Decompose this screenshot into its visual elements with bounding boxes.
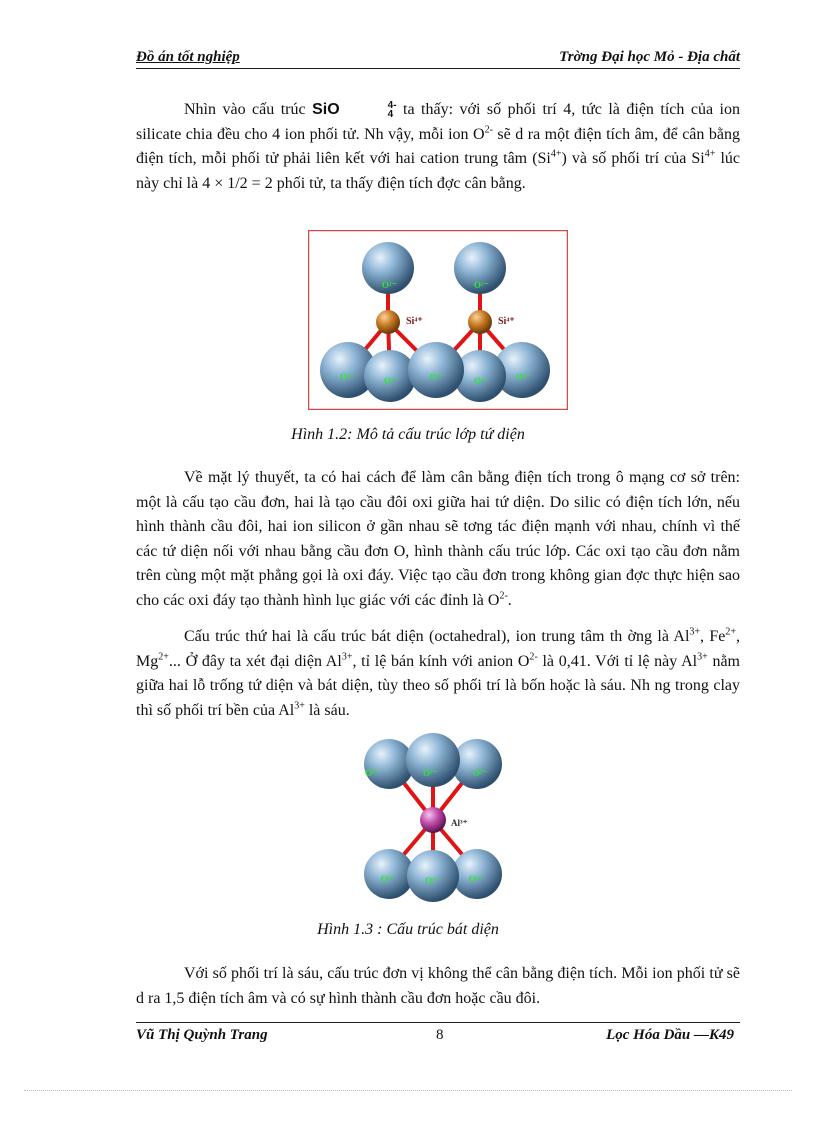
figure-octahedral: [355, 732, 515, 907]
page-number: 8: [436, 1027, 444, 1043]
page-footer: [136, 1022, 740, 1047]
o-label: O²⁻: [473, 768, 488, 778]
o-label: O²⁻: [381, 874, 396, 884]
o-label: O²⁻: [430, 372, 445, 382]
o-label: O²⁻: [365, 768, 380, 778]
al-label: Al³⁺: [451, 818, 468, 828]
si-label: Si⁴⁺: [498, 316, 515, 327]
page-header: [136, 48, 740, 69]
o-label: O²⁻: [382, 280, 397, 290]
o-label: O²⁻: [384, 376, 399, 386]
formula-sio4: SiO 4- 4: [312, 99, 397, 120]
o-label: O²⁻: [474, 376, 489, 386]
o-label: O²⁻: [469, 874, 484, 884]
figure-tetrahedral-layer: [308, 230, 568, 410]
o-label: O²⁻: [425, 876, 440, 886]
paragraph-3: Cấu trúc thứ hai là cấu trúc bát diện (octahedral), ion trung tâm th ờng là $Al^{3+}$, $Fe^{2+}$, $Mg^{2+}$... Ở đây ta xét đại diện $Al^{3+}$, tỉ lệ bán kính với anion $O^{2-}$ là 0,41. Với tỉ lệ này $Al^{3+}$ nằm giữa hai lỗ trống tứ diện và bát diện, tùy theo số phối trí là bốn hoặc là sáu. Nh ng trong clay thì số phối trí bền của $Al^{3+}$ là sáu.: [136, 626, 741, 719]
o-label: O²⁻: [340, 372, 355, 382]
figure-1-2-caption: Hình 1.2: Mô tả cấu trúc lớp tứ diện: [291, 426, 525, 443]
footer-author: Vũ Thị Quỳnh Trang: [136, 1027, 268, 1043]
footer-course: Lọc Hóa Dầu —K49: [606, 1027, 734, 1043]
paragraph-4: Với số phối trí là sáu, cấu trúc đơn vị không thể cân bằng điện tích. Mỗi ion phối tử sẽ d ra 1,5 điện tích âm và có sự hình thành cầu đơn hoặc cầu đôi.: [136, 965, 740, 1007]
paragraph-2: Về mặt lý thuyết, ta có hai cách để làm cân bằng điện tích trong ô mạng cơ sở trên: một là cấu tạo cầu đơn, hai là tạo cầu đôi oxi giữa hai tứ diện. Do silic có điện tích lớn, nếu hình thành cầu đôi, hai ion silicon ở gần nhau sẽ tơng tác điện mạnh với nhau, chính vì thế các tứ diện nối với nhau bằng cầu đơn O, hình thành cấu trúc lớp. Các oxi tạo cầu đơn nằm trên cùng một mặt phẳng gọi là oxi đáy. Việc tạo cầu đơn trong không gian đợc thực hiện sao cho các oxi đáy tạo thành hình lục giác với các đỉnh là $O^{2-}$.: [136, 469, 740, 609]
header-left: Đồ án tốt nghiệp: [136, 49, 240, 65]
header-right: Trờng Đại học Mỏ - Địa chất: [559, 49, 740, 65]
o-label: O²⁻: [516, 372, 531, 382]
si-label: Si⁴⁺: [406, 316, 423, 327]
o-label: O²⁻: [474, 280, 489, 290]
page-bottom-rule: [24, 1090, 792, 1091]
figure-1-3-caption: Hình 1.3 : Cấu trúc bát diện: [317, 921, 499, 938]
o-label: O²⁻: [423, 768, 438, 778]
paragraph-1: Nhìn vào cấu trúc SiO 4- 4 ta thấy: với số phối trí 4, tức là điện tích của ion silicate chia đều cho 4 ion phối tử. Nh vậy, mỗi ion $O^{2-}$ sẽ d ra một điện tích âm, để cân bằng điện tích, mỗi phối tử phải liên kết với hai cation trung tâm $(Si^{4+})$ và số phối trí của $Si^{4+}$ lúc này chỉ là 4 × 1/2 = 2 phối tử, ta thấy điện tích đợc cân bằng.: [136, 99, 741, 192]
